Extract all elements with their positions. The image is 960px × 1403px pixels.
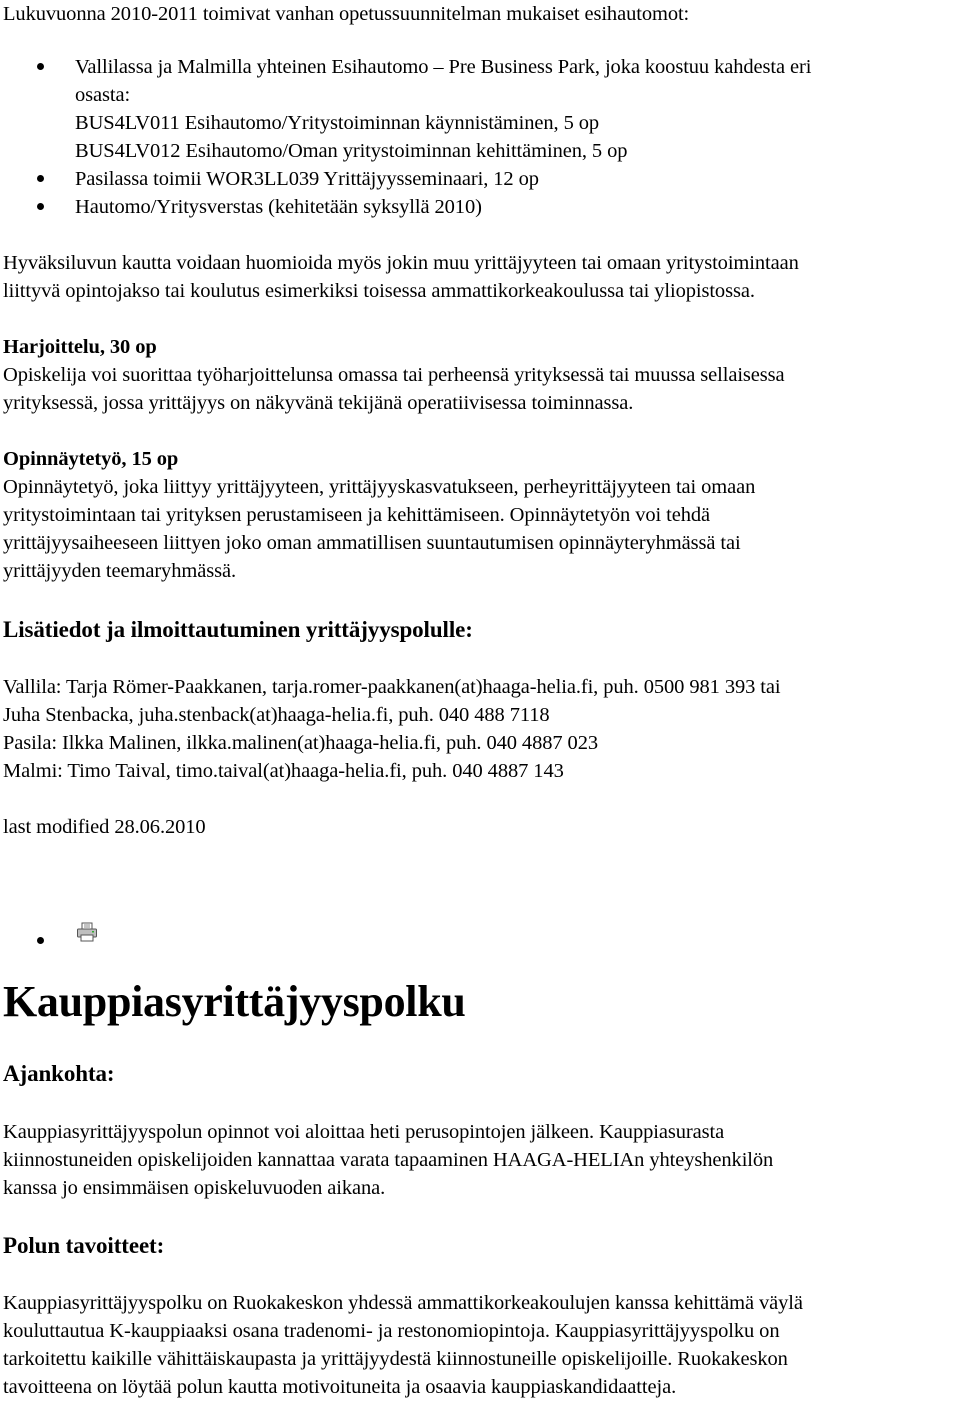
section-heading-opinnaytetyo: Opinnäytetyö, 15 op — [3, 448, 179, 470]
paragraph-line: tavoitteena on löytää polun kautta motivoituneita ja osaavia kauppiaskandidaatteja. — [3, 1376, 677, 1398]
paragraph-line: Kauppiasyrittäjyyspolku on Ruokakeskon yhdessä ammattikorkeakoulujen kanssa kehittämä väylä — [3, 1292, 803, 1314]
contact-line: Malmi: Timo Taival, timo.taival(at)haaga-helia.fi, puh. 040 4887 143 — [3, 760, 564, 782]
paragraph-line: kanssa jo ensimmäisen opiskeluvuoden aikana. — [3, 1177, 386, 1199]
section-heading-ajankohta: Ajankohta: — [3, 1061, 115, 1086]
paragraph-line: Opiskelija voi suorittaa työharjoittelunsa omassa tai perheensä yrityksessä tai muussa sellaisessa — [3, 364, 785, 386]
course-line: BUS4LV011 Esihautomo/Yritystoiminnan käynnistäminen, 5 op — [75, 112, 600, 134]
bullet-icon — [37, 63, 44, 70]
list-item: Pasilassa toimii WOR3LL039 Yrittäjyysseminaari, 12 op — [75, 168, 539, 190]
list-item: Vallilassa ja Malmilla yhteinen Esihautomo – Pre Business Park, joka koostuu kahdesta eri — [75, 56, 812, 78]
bullet-icon — [37, 937, 44, 944]
paragraph-line: yritystoimintaan tai yrityksen perustamiseen ja kehittämiseen. Opinnäytetyön voi tehdä — [3, 504, 711, 526]
paragraph-line: Hyväksiluvun kautta voidaan huomioida myös jokin muu yrittäjyyteen tai omaan yritystoimintaan — [3, 252, 799, 274]
paragraph-line: tarkoitettu kaikille vähittäiskaupasta ja yrittäjyydestä kiinnostuneille opiskelijoille. Ruokakeskon — [3, 1348, 788, 1370]
paragraph-line: kiinnostuneiden opiskelijoiden kannattaa varata tapaaminen HAAGA-HELIAn yhteyshenkilön — [3, 1149, 774, 1171]
printer-icon[interactable] — [76, 922, 98, 942]
contact-line: Vallila: Tarja Römer-Paakkanen, tarja.romer-paakkanen(at)haaga-helia.fi, puh. 0500 981 393 tai — [3, 676, 781, 698]
paragraph-line: liittyvä opintojakso tai koulutus esimerkiksi toisessa ammattikorkeakoulussa tai yliopistossa. — [3, 280, 755, 302]
paragraph-line: yrittäjyyden teemaryhmässä. — [3, 560, 236, 582]
paragraph-line: yrittäjyysaiheeseen liittyen joko oman ammatillisen suuntautumisen opinnäyteryhmässä tai — [3, 532, 741, 554]
contact-line: Juha Stenbacka, juha.stenback(at)haaga-helia.fi, puh. 040 488 7118 — [3, 704, 550, 726]
contact-line: Pasila: Ilkka Malinen, ilkka.malinen(at)haaga-helia.fi, puh. 040 4887 023 — [3, 732, 599, 754]
course-line: BUS4LV012 Esihautomo/Oman yritystoiminnan kehittäminen, 5 op — [75, 140, 628, 162]
list-item: Hautomo/Yritysverstas (kehitetään syksyllä 2010) — [75, 196, 482, 218]
page-title: Kauppiasyrittäjyyspolku — [3, 977, 466, 1026]
intro-text: Lukuvuonna 2010-2011 toimivat vanhan opetussuunnitelman mukaiset esihautomot: — [3, 3, 690, 25]
paragraph-line: Kauppiasyrittäjyyspolun opinnot voi aloittaa heti perusopintojen jälkeen. Kauppiasurasta — [3, 1121, 725, 1143]
list-item-continuation: osasta: — [75, 84, 131, 106]
section-heading-harjoittelu: Harjoittelu, 30 op — [3, 336, 157, 358]
paragraph-line: yrityksessä, jossa yrittäjyys on näkyvänä tekijänä operatiivisessa toiminnassa. — [3, 392, 634, 414]
last-modified: last modified 28.06.2010 — [3, 816, 206, 838]
paragraph-line: kouluttautua K-kauppiaaksi osana tradenomi- ja restonomiopintoja. Kauppiasyrittäjyyspolku on — [3, 1320, 780, 1342]
section-heading-lisatiedot: Lisätiedot ja ilmoittautuminen yrittäjyyspolulle: — [3, 617, 473, 642]
section-heading-tavoitteet: Polun tavoitteet: — [3, 1233, 165, 1258]
bullet-icon — [37, 203, 44, 210]
bullet-icon — [37, 175, 44, 182]
paragraph-line: Opinnäytetyö, joka liittyy yrittäjyyteen, yrittäjyyskasvatukseen, perheyrittäjyyteen tai omaan — [3, 476, 756, 498]
